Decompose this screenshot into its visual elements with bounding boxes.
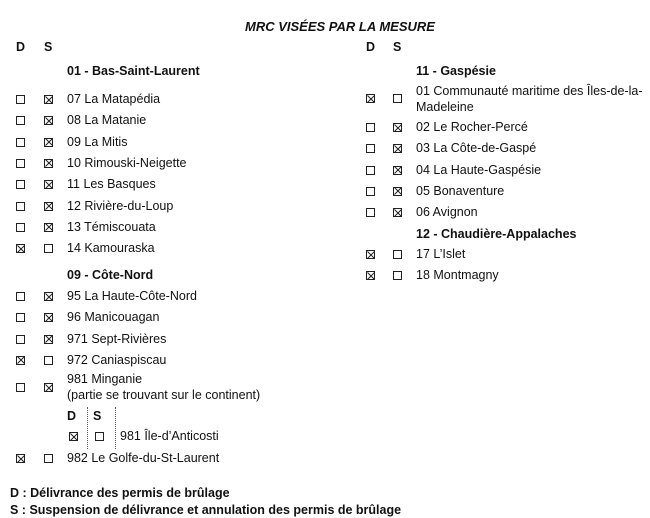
- legend-s: S : Suspension de délivrance et annulation des permis de brûlage: [10, 503, 402, 517]
- checkbox-s[interactable]: [44, 180, 53, 189]
- checkbox-s[interactable]: [393, 123, 402, 132]
- checkbox-d[interactable]: [16, 244, 25, 253]
- label-golfe: 982 Le Golfe-du-St-Laurent: [67, 451, 220, 465]
- region-gaspesie: 11 - Gaspésie: [416, 64, 496, 78]
- checkbox-s-golfe[interactable]: [44, 454, 53, 463]
- sub-divider-1: [87, 407, 88, 449]
- checkbox-d-anticosti[interactable]: [69, 432, 78, 441]
- checkbox-s[interactable]: [44, 356, 53, 365]
- region-cote-nord: 09 - Côte-Nord: [67, 268, 154, 282]
- checkbox-s-minganie[interactable]: [44, 383, 53, 392]
- checkbox-s[interactable]: [44, 244, 53, 253]
- sub-header-s: S: [93, 409, 102, 423]
- checkbox-s[interactable]: [393, 208, 402, 217]
- label-iles-1: 01 Communauté maritime des Îles-de-la-: [416, 84, 643, 98]
- list-item-label: 971 Sept-Rivières: [67, 331, 167, 346]
- list-item-label: 18 Montmagny: [416, 268, 499, 283]
- sub-header-d: D: [67, 409, 77, 423]
- list-item-label: 972 Caniaspiscau: [67, 352, 167, 367]
- list-item-label: 13 Témiscouata: [67, 219, 156, 234]
- checkbox-s[interactable]: [44, 159, 53, 168]
- list-item-label: 04 La Haute-Gaspésie: [416, 162, 542, 177]
- list-item-label: 07 La Matapédia: [67, 92, 161, 106]
- checkbox-d[interactable]: [16, 313, 25, 322]
- checkbox-d[interactable]: [366, 166, 375, 175]
- col-header-s-right: S: [393, 40, 402, 54]
- col-header-s: S: [44, 40, 53, 54]
- checkbox-s[interactable]: [393, 144, 402, 153]
- list-item-label: 02 Le Rocher-Percé: [416, 120, 528, 134]
- checkbox-d[interactable]: [16, 95, 25, 104]
- checkbox-s[interactable]: [44, 116, 53, 125]
- list-item-label: 95 La Haute-Côte-Nord: [67, 289, 197, 303]
- list-item-label: 10 Rimouski-Neigette: [67, 155, 187, 170]
- legend-d: D : Délivrance des permis de brûlage: [10, 486, 230, 500]
- checkbox-d[interactable]: [366, 187, 375, 196]
- list-item-label: 17 L’Islet: [416, 247, 466, 261]
- checkbox-s[interactable]: [44, 223, 53, 232]
- checkbox-d[interactable]: [16, 138, 25, 147]
- checkbox-d[interactable]: [16, 180, 25, 189]
- checkbox-s[interactable]: [393, 271, 402, 280]
- label-minganie-1: 981 Minganie: [67, 372, 143, 386]
- list-item-label: 05 Bonaventure: [416, 183, 505, 198]
- checkbox-d[interactable]: [366, 271, 375, 280]
- checkbox-d[interactable]: [16, 202, 25, 211]
- label-anticosti: 981 Île-d’Anticosti: [120, 429, 219, 443]
- checkbox-s-iles[interactable]: [393, 94, 402, 103]
- checkbox-s[interactable]: [44, 292, 53, 301]
- label-iles-2: Madeleine: [416, 100, 474, 114]
- checkbox-d[interactable]: [16, 335, 25, 344]
- page-title: MRC VISÉES PAR LA MESURE: [245, 19, 435, 34]
- sub-divider-2: [115, 407, 116, 449]
- checkbox-s[interactable]: [44, 313, 53, 322]
- checkbox-d[interactable]: [16, 159, 25, 168]
- checkbox-d[interactable]: [366, 123, 375, 132]
- checkbox-s[interactable]: [393, 187, 402, 196]
- list-item-label: 03 La Côte-de-Gaspé: [416, 141, 537, 156]
- region-chaudiere-appalaches: 12 - Chaudière-Appalaches: [416, 227, 577, 241]
- list-item-label: 96 Manicouagan: [67, 310, 160, 325]
- list-item-label: 09 La Mitis: [67, 134, 128, 149]
- checkbox-s[interactable]: [393, 250, 402, 259]
- checkbox-d-iles[interactable]: [366, 94, 375, 103]
- checkbox-d[interactable]: [16, 356, 25, 365]
- list-item-label: 06 Avignon: [416, 205, 478, 220]
- col-header-d-right: D: [366, 40, 376, 54]
- checkbox-d[interactable]: [16, 116, 25, 125]
- checkbox-s[interactable]: [44, 202, 53, 211]
- checkbox-s-anticosti[interactable]: [95, 432, 104, 441]
- region-bas-saint-laurent: 01 - Bas-Saint-Laurent: [67, 64, 200, 78]
- checkbox-d-golfe[interactable]: [16, 454, 25, 463]
- checkbox-s[interactable]: [44, 335, 53, 344]
- list-item-label: 14 Kamouraska: [67, 241, 155, 256]
- list-item-label: 08 La Matanie: [67, 113, 147, 128]
- checkbox-d[interactable]: [366, 250, 375, 259]
- label-minganie-2: (partie se trouvant sur le continent): [67, 388, 261, 402]
- col-header-d: D: [16, 40, 26, 54]
- checkbox-d[interactable]: [16, 223, 25, 232]
- checkbox-s[interactable]: [393, 166, 402, 175]
- list-item-label: 11 Les Basques: [67, 177, 156, 192]
- checkbox-d[interactable]: [366, 208, 375, 217]
- checkbox-s[interactable]: [44, 138, 53, 147]
- checkbox-d-minganie[interactable]: [16, 383, 25, 392]
- checkbox-d[interactable]: [366, 144, 375, 153]
- checkbox-d[interactable]: [16, 292, 25, 301]
- checkbox-s[interactable]: [44, 95, 53, 104]
- list-item-label: 12 Rivière-du-Loup: [67, 198, 174, 213]
